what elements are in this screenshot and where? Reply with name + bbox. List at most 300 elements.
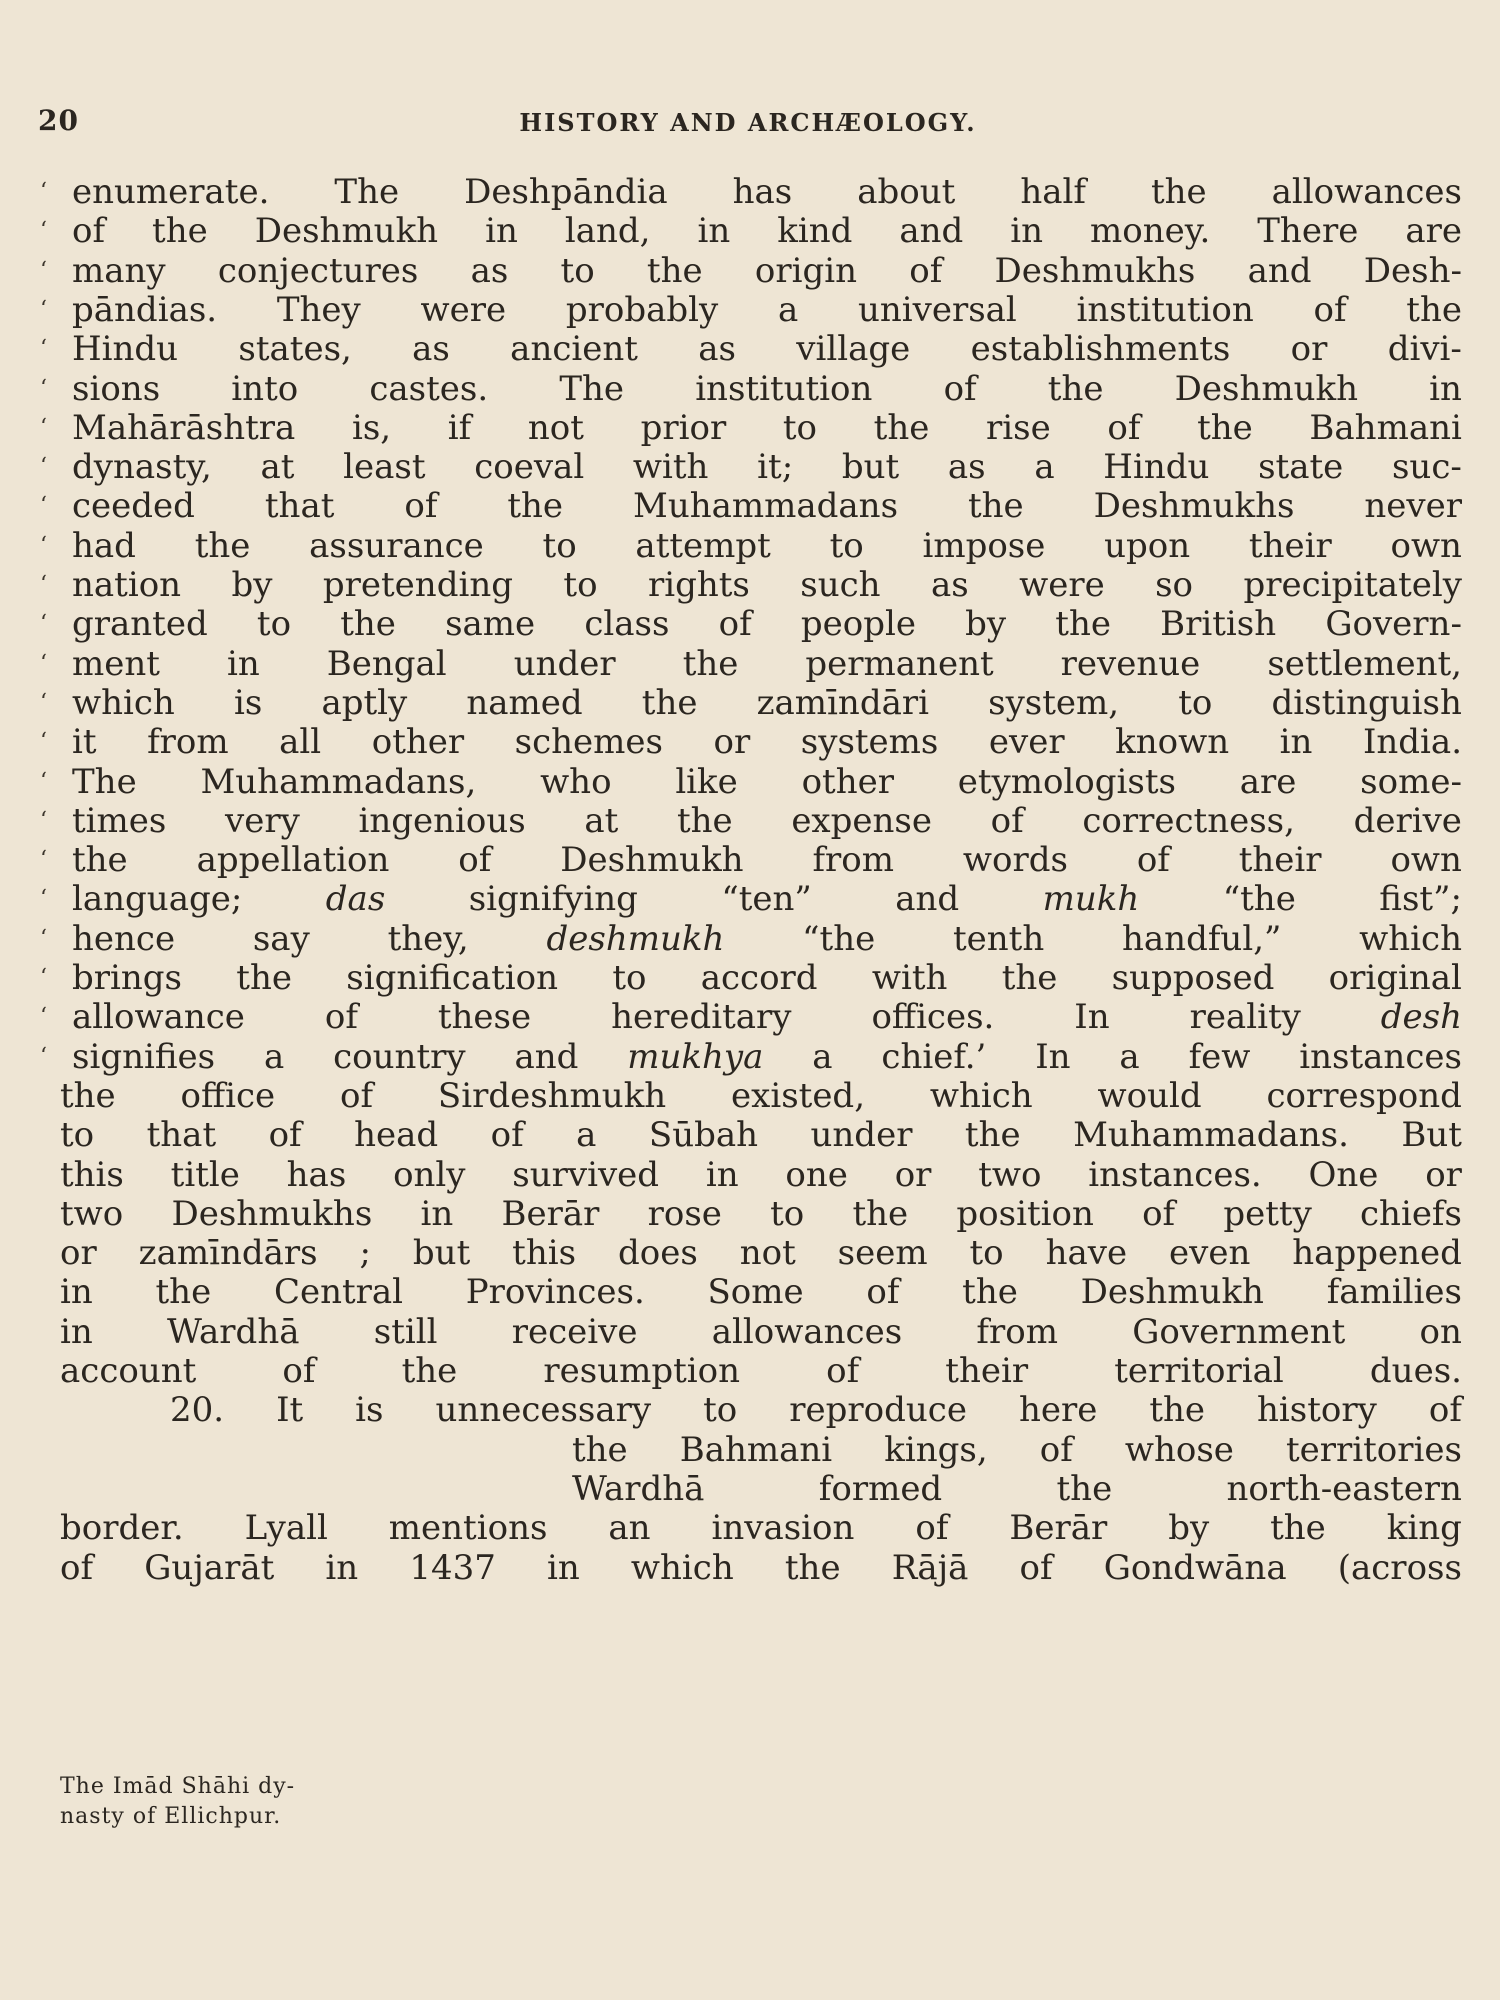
word: the xyxy=(1150,172,1207,212)
word: have xyxy=(1045,1233,1128,1274)
word: say xyxy=(252,918,310,959)
word: Some xyxy=(707,1272,804,1313)
word: They xyxy=(276,289,361,330)
quote-mark: ‘ xyxy=(40,414,47,440)
word: a xyxy=(1034,447,1055,488)
word: and xyxy=(895,879,960,920)
word: village xyxy=(796,329,911,370)
word: only xyxy=(393,1154,466,1195)
word: of xyxy=(1136,840,1170,881)
word: in xyxy=(60,1272,93,1313)
word: existed, xyxy=(731,1075,866,1116)
word: language; xyxy=(72,879,243,920)
word: Central xyxy=(273,1272,404,1313)
word: this xyxy=(60,1154,124,1195)
word: the xyxy=(682,643,739,684)
word: “the xyxy=(1222,879,1296,920)
word: of xyxy=(826,1351,860,1391)
word: land, xyxy=(564,211,651,252)
text-line xyxy=(72,367,1462,411)
word: two xyxy=(60,1193,124,1234)
word: chiefs xyxy=(1360,1193,1462,1234)
word: to xyxy=(612,958,647,998)
quote-mark: ‘ xyxy=(40,925,47,951)
quote-mark: ‘ xyxy=(40,375,47,401)
word: British xyxy=(1160,604,1277,645)
word: but xyxy=(412,1233,471,1274)
word: the xyxy=(784,1547,841,1588)
word: accord xyxy=(700,958,818,998)
word: position xyxy=(956,1193,1094,1234)
word: known xyxy=(1115,722,1230,763)
word: the xyxy=(967,486,1024,527)
word: The xyxy=(334,172,400,212)
word: Deshpāndia xyxy=(464,172,668,212)
text-line xyxy=(72,995,1462,1039)
word: the xyxy=(60,1075,116,1116)
word: pretending xyxy=(322,565,513,605)
word: of xyxy=(268,1115,302,1156)
word: the xyxy=(962,1272,1018,1313)
text-line xyxy=(60,1074,1462,1118)
word: ever xyxy=(988,722,1065,763)
word: Hindu xyxy=(1103,447,1210,488)
word: here xyxy=(1018,1390,1098,1431)
word: zamīndāri xyxy=(756,682,929,723)
word: Deshmukh xyxy=(254,211,439,252)
word: Berār xyxy=(501,1193,600,1234)
word: all xyxy=(279,722,322,763)
word: of xyxy=(60,1547,94,1588)
word: Deshmukhs xyxy=(994,250,1196,291)
word: or xyxy=(1425,1154,1462,1195)
word: brings xyxy=(72,958,183,998)
word: words xyxy=(962,840,1068,881)
quote-mark: ‘ xyxy=(40,1043,47,1069)
text-line xyxy=(72,524,1462,568)
word: In xyxy=(1074,997,1110,1038)
word: formed xyxy=(818,1468,943,1509)
word: settlement, xyxy=(1267,643,1462,684)
word: class xyxy=(584,604,670,645)
word: But xyxy=(1401,1115,1462,1156)
word: other xyxy=(801,761,894,802)
quote-mark: ‘ xyxy=(40,807,47,833)
word: castes. xyxy=(369,368,489,409)
word: who xyxy=(540,761,612,802)
word: Government xyxy=(1132,1311,1346,1352)
word: coeval xyxy=(474,447,585,488)
word: to xyxy=(782,407,817,448)
word: Mahārāshtra xyxy=(72,407,296,448)
word: distinguish xyxy=(1271,682,1462,723)
word: (across xyxy=(1337,1547,1462,1588)
word: 1437 xyxy=(409,1547,496,1588)
text-line xyxy=(72,249,1462,293)
word: resumption xyxy=(543,1351,741,1391)
word: of xyxy=(404,486,438,527)
word: ingenious xyxy=(358,800,526,841)
word: on xyxy=(1419,1311,1462,1352)
word: “the xyxy=(802,918,876,959)
word: the xyxy=(152,211,208,252)
word: the xyxy=(155,1272,212,1313)
word: never xyxy=(1364,486,1462,527)
word: the xyxy=(72,840,128,881)
quote-mark: ‘ xyxy=(40,650,47,676)
word: families xyxy=(1326,1272,1462,1313)
word: happened xyxy=(1292,1233,1462,1274)
word: tenth xyxy=(953,918,1045,959)
text-line xyxy=(60,1231,1462,1275)
word: this xyxy=(512,1233,577,1274)
word: of xyxy=(915,1508,949,1549)
word: Deshmukh xyxy=(560,840,744,881)
quote-mark: ‘ xyxy=(40,847,47,873)
word: handful,” xyxy=(1122,918,1282,959)
word: is, xyxy=(351,407,392,448)
word: many xyxy=(72,250,166,291)
word: the xyxy=(1001,958,1058,998)
word: institution xyxy=(695,368,873,409)
text-line xyxy=(72,327,1462,371)
word: conjectures xyxy=(217,250,419,291)
word: correspond xyxy=(1266,1075,1462,1116)
word: India. xyxy=(1362,722,1462,763)
word: border. xyxy=(60,1508,184,1549)
word: state xyxy=(1258,447,1344,488)
word: Berār xyxy=(1009,1508,1108,1549)
word: precipitately xyxy=(1243,565,1462,605)
word: own xyxy=(1390,525,1462,566)
word: signifies xyxy=(72,1036,216,1077)
text-line xyxy=(60,1349,1462,1393)
word: not xyxy=(739,1233,796,1274)
word: to xyxy=(969,1233,1004,1274)
word: a xyxy=(263,1036,285,1077)
word: desh xyxy=(1380,997,1462,1038)
word: north-eastern xyxy=(1226,1468,1462,1509)
word: Govern- xyxy=(1325,604,1462,645)
word: same xyxy=(445,604,536,645)
word: Sirdeshmukh xyxy=(437,1075,667,1116)
word: dues. xyxy=(1369,1351,1462,1391)
word: still xyxy=(373,1311,438,1352)
text-line xyxy=(60,1113,1462,1157)
word: mentions xyxy=(388,1508,548,1549)
word: petty xyxy=(1223,1193,1312,1234)
word: Deshmukh xyxy=(1080,1272,1264,1313)
word: kings, xyxy=(884,1429,988,1470)
word: of xyxy=(324,997,358,1038)
word: fist”; xyxy=(1379,879,1462,920)
word: Rājā xyxy=(891,1547,969,1588)
word: to xyxy=(256,604,292,645)
text-line xyxy=(72,484,1462,528)
word: such xyxy=(800,565,881,605)
word: Wardhā xyxy=(572,1468,705,1509)
word: signifying xyxy=(468,879,638,920)
word: Deshmukhs xyxy=(171,1193,373,1234)
word: one xyxy=(785,1154,848,1195)
quote-mark: ‘ xyxy=(40,965,47,990)
word: not xyxy=(527,407,584,448)
word: chief.’ xyxy=(881,1036,987,1077)
word: Wardhā xyxy=(167,1311,300,1352)
word: had xyxy=(72,525,136,566)
word: so xyxy=(1155,565,1194,605)
word: mukhya xyxy=(627,1036,764,1077)
word: Muhammadans xyxy=(633,486,899,527)
text-line xyxy=(572,1467,1462,1511)
word: invasion xyxy=(711,1508,855,1549)
word: Muhammadans. xyxy=(1073,1115,1349,1156)
word: In xyxy=(1035,1036,1071,1077)
word: impose xyxy=(922,525,1046,566)
word: from xyxy=(812,840,895,881)
word: universal xyxy=(857,289,1017,330)
text-line xyxy=(72,877,1462,921)
word: the xyxy=(401,1351,458,1391)
word: and xyxy=(514,1036,579,1077)
text-line xyxy=(72,642,1462,686)
quote-mark: ‘ xyxy=(40,1004,47,1030)
word: systems xyxy=(800,722,939,763)
word: the xyxy=(676,800,733,841)
quote-mark: ‘ xyxy=(40,296,47,322)
word: in xyxy=(226,643,260,684)
word: with xyxy=(632,447,709,488)
word: least xyxy=(343,447,426,488)
word: nation xyxy=(72,565,182,605)
word: or xyxy=(894,1154,932,1195)
word: survived xyxy=(512,1154,660,1195)
word: own xyxy=(1390,840,1462,881)
word: permanent xyxy=(805,643,994,684)
word: are xyxy=(1405,211,1462,252)
word: unnecessary xyxy=(435,1390,652,1431)
word: supposed xyxy=(1111,958,1275,998)
quote-mark: ‘ xyxy=(40,532,47,558)
word: head xyxy=(354,1115,439,1156)
word: seem xyxy=(837,1233,928,1274)
word: aptly xyxy=(321,682,408,723)
running-title: HISTORY AND ARCHÆOLOGY. xyxy=(519,108,977,137)
word: reality xyxy=(1189,997,1301,1038)
word: were xyxy=(420,289,507,330)
text-line xyxy=(72,760,1462,804)
word: about xyxy=(857,172,956,212)
word: of xyxy=(1142,1193,1176,1234)
word: from xyxy=(147,722,229,763)
word: There xyxy=(1257,211,1359,252)
word: or xyxy=(713,722,751,763)
word: of xyxy=(909,250,943,291)
word: mukh xyxy=(1042,879,1140,920)
text-line xyxy=(60,1270,1462,1314)
word: or xyxy=(60,1233,97,1274)
word: in xyxy=(697,211,731,252)
text-line xyxy=(72,288,1462,332)
word: in xyxy=(1429,368,1462,409)
word: of xyxy=(1039,1429,1073,1470)
word: is xyxy=(355,1390,384,1431)
word: if xyxy=(447,407,472,448)
word: kind xyxy=(777,211,853,252)
quote-mark: ‘ xyxy=(40,493,47,519)
word: zamīndārs xyxy=(138,1233,318,1274)
word: expense xyxy=(791,800,932,841)
word: the xyxy=(646,250,703,291)
word: One xyxy=(1308,1154,1379,1195)
word: few xyxy=(1188,1036,1251,1077)
text-line xyxy=(72,170,1462,214)
word: of xyxy=(866,1272,900,1313)
word: times xyxy=(72,800,167,841)
word: hence xyxy=(72,918,176,959)
text-line xyxy=(72,917,1462,961)
word: upon xyxy=(1104,525,1191,566)
word: Hindu xyxy=(72,329,179,370)
word: in xyxy=(1279,722,1313,763)
marginal-note-line-2: nasty of Ellichpur. xyxy=(60,1804,282,1829)
word: in xyxy=(420,1193,454,1234)
word: the xyxy=(1197,407,1253,448)
word: appellation xyxy=(196,840,390,881)
word: two xyxy=(978,1154,1042,1195)
word: were xyxy=(1019,565,1105,605)
word: ment xyxy=(72,643,160,684)
word: reproduce xyxy=(789,1390,967,1431)
word: revenue xyxy=(1060,643,1201,684)
word: deshmukh xyxy=(546,918,725,959)
word: the xyxy=(1406,289,1462,330)
word: Deshmukh xyxy=(1174,368,1359,409)
word: The xyxy=(559,368,625,409)
word: to xyxy=(563,565,598,605)
word: prior xyxy=(640,407,727,448)
quote-mark: ‘ xyxy=(40,336,47,362)
word: by xyxy=(965,604,1007,645)
word: Bahmani xyxy=(1309,407,1462,448)
word: of xyxy=(490,1115,524,1156)
word: of xyxy=(1107,407,1141,448)
word: in xyxy=(485,211,518,252)
word: to xyxy=(770,1193,805,1234)
word: of xyxy=(1019,1547,1053,1588)
word: which xyxy=(1359,918,1462,959)
word: instances xyxy=(1299,1036,1462,1077)
word: the xyxy=(873,407,930,448)
word: account xyxy=(60,1351,197,1391)
text-line xyxy=(72,681,1462,725)
word: correctness, xyxy=(1082,800,1295,841)
word: institution xyxy=(1076,289,1254,330)
word: The xyxy=(72,761,137,802)
word: title xyxy=(170,1154,240,1195)
word: of xyxy=(340,1075,374,1116)
word: these xyxy=(437,997,532,1038)
word: the xyxy=(1055,604,1111,645)
word: office xyxy=(180,1075,276,1116)
word: which xyxy=(929,1075,1033,1116)
word: allowance xyxy=(72,997,245,1038)
word: it; xyxy=(757,447,794,488)
word: pāndias. xyxy=(72,289,218,330)
word: Gujarāt xyxy=(144,1547,275,1588)
word: enumerate. xyxy=(72,172,270,212)
text-line xyxy=(72,445,1462,489)
word: to xyxy=(703,1390,738,1431)
word: the xyxy=(507,486,564,527)
word: which xyxy=(630,1547,734,1588)
word: signification xyxy=(346,958,559,998)
word: has xyxy=(286,1154,347,1195)
quote-mark: ‘ xyxy=(40,218,47,244)
word: das xyxy=(325,879,386,920)
word: at xyxy=(584,800,619,841)
word: the xyxy=(194,525,251,566)
word: but xyxy=(841,447,900,488)
word: Provinces. xyxy=(465,1272,645,1313)
word: the xyxy=(1270,1508,1326,1549)
word: with xyxy=(871,958,948,998)
quote-mark: ‘ xyxy=(40,768,47,794)
quote-mark: ‘ xyxy=(40,886,47,912)
word: from xyxy=(976,1311,1058,1352)
word: and xyxy=(1247,250,1312,291)
word: are xyxy=(1239,761,1297,802)
text-line xyxy=(60,1546,1462,1590)
word: or xyxy=(1290,329,1328,370)
word: derive xyxy=(1353,800,1462,841)
word: of xyxy=(1428,1390,1462,1431)
word: which xyxy=(72,682,175,723)
word: Lyall xyxy=(244,1508,328,1549)
word: 20. xyxy=(170,1390,225,1431)
quote-mark: ‘ xyxy=(40,572,47,597)
word: the xyxy=(572,1429,628,1470)
text-line xyxy=(72,209,1462,253)
quote-mark: ‘ xyxy=(40,454,47,480)
word: Sūbah xyxy=(648,1115,759,1156)
word: a xyxy=(1119,1036,1140,1077)
word: of xyxy=(943,368,977,409)
word: Bahmani xyxy=(679,1429,833,1470)
text-line xyxy=(72,956,1462,1000)
word: instances. xyxy=(1088,1154,1262,1195)
word: to xyxy=(60,1115,95,1156)
word: Gondwāna xyxy=(1103,1547,1287,1588)
word: the xyxy=(852,1193,909,1234)
word: into xyxy=(231,368,299,409)
word: other xyxy=(371,722,465,763)
word: “ten” xyxy=(721,879,812,920)
word: rose xyxy=(647,1193,722,1234)
word: by xyxy=(1168,1508,1210,1549)
text-line xyxy=(170,1388,1462,1432)
word: in xyxy=(705,1154,739,1195)
word: it xyxy=(72,722,97,763)
word: people xyxy=(800,604,916,645)
word: of xyxy=(72,211,106,252)
word: of xyxy=(718,604,752,645)
word: establishments xyxy=(970,329,1231,370)
word: in xyxy=(1010,211,1044,252)
word: divi- xyxy=(1387,329,1462,370)
word: It xyxy=(276,1390,304,1431)
word: in xyxy=(325,1547,359,1588)
